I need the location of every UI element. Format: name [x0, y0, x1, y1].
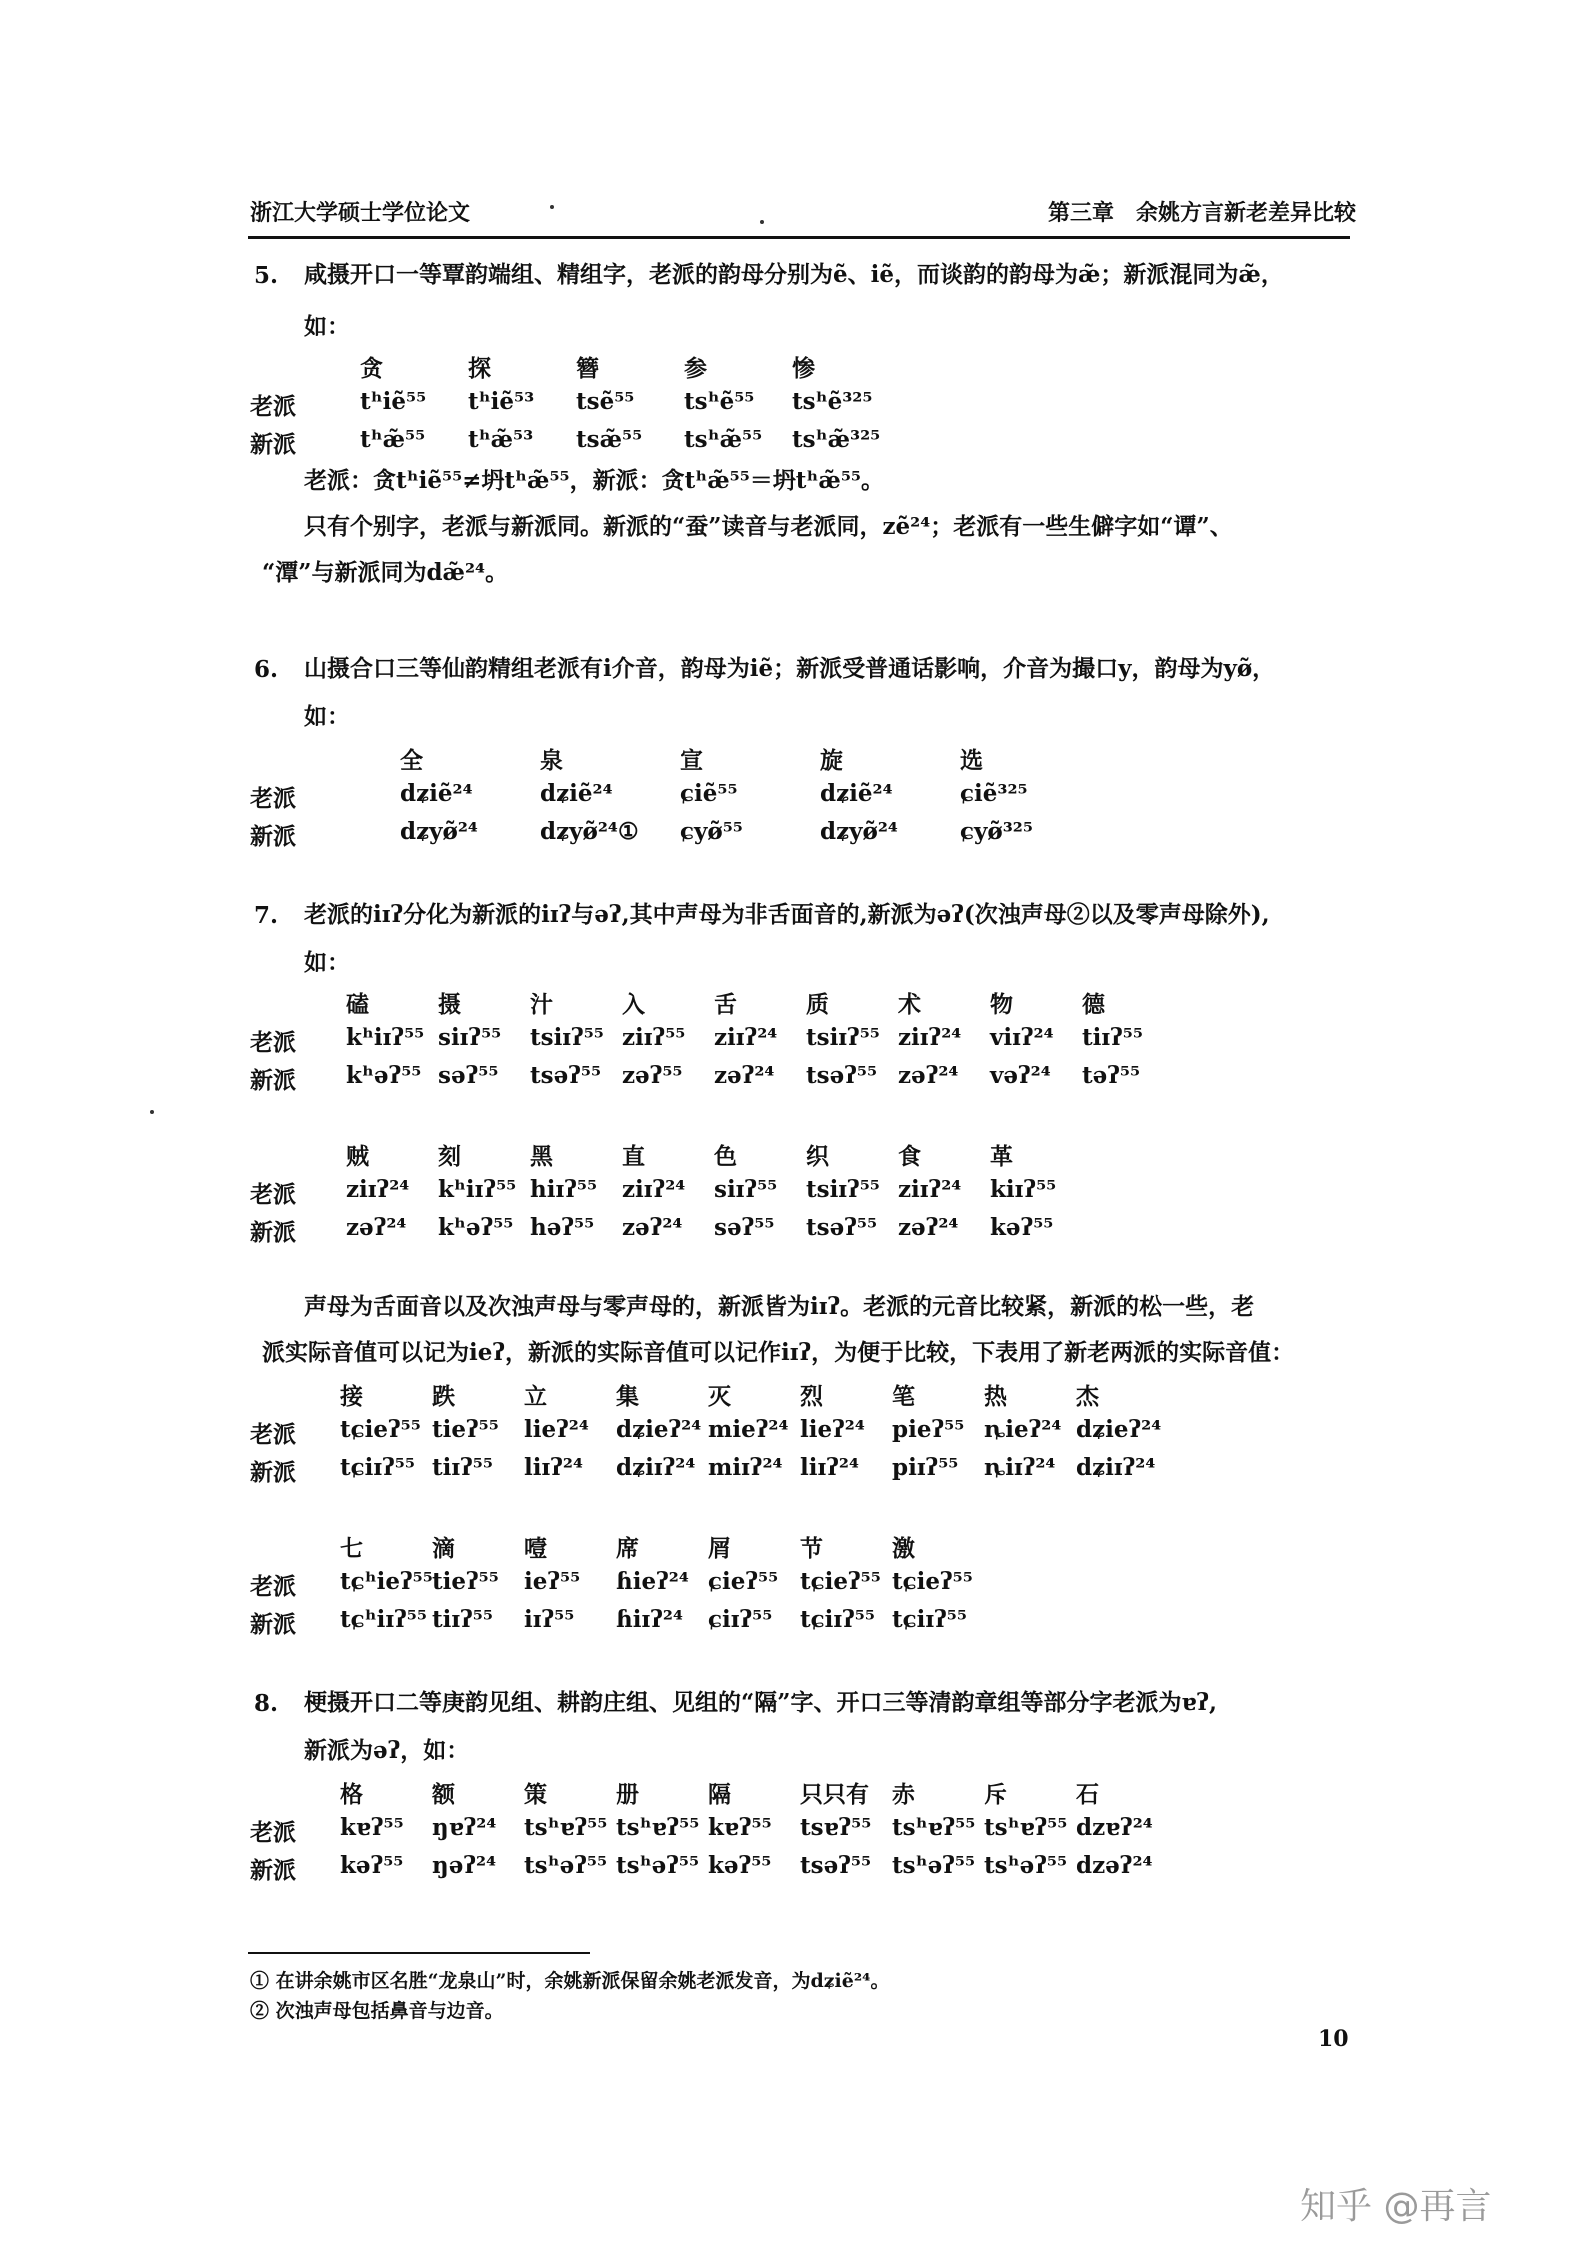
- speck: [550, 205, 554, 209]
- table-cell: ziɪʔ²⁴: [622, 1176, 686, 1203]
- table-cell: 跌: [432, 1383, 455, 1410]
- table-cell: vəʔ²⁴: [990, 1062, 1051, 1089]
- footnote-rule: [248, 1952, 590, 1954]
- table-cell: 簪: [576, 355, 599, 382]
- table-cell: 节: [800, 1535, 823, 1562]
- table-cell: 物: [990, 991, 1013, 1018]
- table-cell: 全: [400, 747, 423, 774]
- table-cell: piɪʔ⁵⁵: [892, 1454, 959, 1481]
- speck: [760, 220, 764, 224]
- table-cell: 格: [340, 1781, 363, 1808]
- table-cell: zəʔ²⁴: [622, 1214, 683, 1241]
- section-8-line2: 新派为əʔ，如：: [304, 1737, 470, 1764]
- table-cell: 立: [524, 1383, 547, 1410]
- table-cell: tɕʰieʔ⁵⁵: [340, 1568, 433, 1595]
- section-8-line1: 梗摄开口二等庚韵见组、耕韵庄组、见组的“隔”字、开口三等清韵章组等部分字老派为ɐʔ,: [304, 1689, 1218, 1716]
- section-5-line1: 咸摄开口一等覃韵端组、精组字，老派的韵母分别为ẽ、iẽ，而谈韵的韵母为æ̃；新派混同为æ̃，: [304, 261, 1284, 288]
- table-cell: kʰəʔ⁵⁵: [346, 1062, 422, 1089]
- header-left: 浙江大学硕士学位论文: [250, 200, 471, 226]
- table-cell: tsʰəʔ⁵⁵: [524, 1852, 608, 1879]
- table-cell: dʑiẽ²⁴: [540, 780, 613, 807]
- table-cell: 贼: [346, 1143, 369, 1170]
- table-cell: ɕiẽ⁵⁵: [680, 780, 738, 807]
- section-6-line1: 山摄合口三等仙韵精组老派有i介音，韵母为iẽ；新派受普通话影响，介音为撮口y，韵母为yø̃，: [304, 655, 1276, 682]
- table-cell: tiɪʔ⁵⁵: [432, 1454, 493, 1481]
- table-cell: ɕieʔ⁵⁵: [708, 1568, 779, 1595]
- table-cell: tiɪʔ⁵⁵: [432, 1606, 493, 1633]
- section-5-line2: 如：: [304, 313, 350, 340]
- table-cell: 术: [898, 991, 921, 1018]
- page-number: 10: [1318, 2026, 1349, 2052]
- table-cell: dzəʔ²⁴: [1076, 1852, 1153, 1879]
- table-cell: ieʔ⁵⁵: [524, 1568, 581, 1595]
- table-cell: tɕiɪʔ⁵⁵: [800, 1606, 875, 1633]
- table-cell: zəʔ⁵⁵: [622, 1062, 683, 1089]
- table-cell: zəʔ²⁴: [898, 1214, 959, 1241]
- table-cell: tsẽ⁵⁵: [576, 388, 635, 415]
- footnote-1: ① 在讲余姚市区名胜“龙泉山”时，余姚新派保留余姚老派发音，为dʑiẽ²⁴。: [250, 1970, 890, 1992]
- row-label: 新派: [250, 1611, 296, 1638]
- section-7-para1: 声母为舌面音以及次浊声母与零声母的，新派皆为iɪʔ。老派的元音比较紧，新派的松一些，老: [304, 1293, 1255, 1320]
- table-cell: 额: [432, 1781, 455, 1808]
- table-cell: kɐʔ⁵⁵: [708, 1814, 772, 1841]
- section-6-line2: 如：: [304, 703, 350, 730]
- table-cell: 织: [806, 1143, 829, 1170]
- table-cell: ȵiɪʔ²⁴: [984, 1454, 1056, 1481]
- table-cell: 赤: [892, 1781, 915, 1808]
- table-cell: təʔ⁵⁵: [1082, 1062, 1141, 1089]
- section-5-para2: “潭”与新派同为dæ̃²⁴。: [262, 559, 509, 586]
- table-cell: tsʰɐʔ⁵⁵: [524, 1814, 608, 1841]
- row-label: 新派: [250, 1219, 296, 1246]
- table-cell: 隔: [708, 1781, 731, 1808]
- table-cell: tsiɪʔ⁵⁵: [530, 1024, 604, 1051]
- table-cell: ziɪʔ²⁴: [898, 1176, 962, 1203]
- table-cell: tʰæ̃⁵³: [468, 426, 534, 453]
- row-label: 新派: [250, 1459, 296, 1486]
- section-5-para1: 只有个别字，老派与新派同。新派的“蚕”读音与老派同，zẽ²⁴；老派有一些生僻字如“谭”、: [304, 513, 1233, 540]
- table-cell: 入: [622, 991, 645, 1018]
- table-cell: dʑyø̃²⁴: [400, 818, 478, 845]
- row-label: 新派: [250, 1067, 296, 1094]
- table-cell: kʰəʔ⁵⁵: [438, 1214, 514, 1241]
- table-cell: lieʔ²⁴: [524, 1416, 589, 1443]
- table-cell: zəʔ²⁴: [714, 1062, 775, 1089]
- table-cell: tɕiɪʔ⁵⁵: [340, 1454, 415, 1481]
- row-label: 老派: [250, 1819, 296, 1846]
- table-cell: hiɪʔ⁵⁵: [530, 1176, 598, 1203]
- table-cell: 色: [714, 1143, 737, 1170]
- table-cell: tieʔ⁵⁵: [432, 1568, 499, 1595]
- table-cell: dʑiẽ²⁴: [820, 780, 893, 807]
- table-cell: 选: [960, 747, 983, 774]
- table-cell: kʰiɪʔ⁵⁵: [346, 1024, 425, 1051]
- row-label: 老派: [250, 1181, 296, 1208]
- table-cell: ziɪʔ²⁴: [898, 1024, 962, 1051]
- table-cell: viɪʔ²⁴: [990, 1024, 1054, 1051]
- table-cell: mieʔ²⁴: [708, 1416, 789, 1443]
- section-8-number: 8.: [254, 1690, 279, 1717]
- table-cell: tsʰæ̃³²⁵: [792, 426, 881, 453]
- table-cell: kəʔ⁵⁵: [990, 1214, 1054, 1241]
- table-cell: tsəʔ⁵⁵: [800, 1852, 872, 1879]
- table-cell: ziɪʔ⁵⁵: [622, 1024, 686, 1051]
- row-label: 新派: [250, 823, 296, 850]
- table-cell: tsəʔ⁵⁵: [806, 1062, 878, 1089]
- table-cell: lieʔ²⁴: [800, 1416, 865, 1443]
- table-cell: 册: [616, 1781, 639, 1808]
- table-cell: 贪: [360, 355, 383, 382]
- table-cell: tsiɪʔ⁵⁵: [806, 1024, 880, 1051]
- table-cell: tsəʔ⁵⁵: [806, 1214, 878, 1241]
- table-cell: tɕiɪʔ⁵⁵: [892, 1606, 967, 1633]
- table-cell: 黑: [530, 1143, 553, 1170]
- table-cell: tɕʰiɪʔ⁵⁵: [340, 1606, 427, 1633]
- row-label: 老派: [250, 1421, 296, 1448]
- footnote-2: ② 次浊声母包括鼻音与边音。: [250, 2000, 504, 2022]
- table-cell: dʑieʔ²⁴: [1076, 1416, 1162, 1443]
- table-cell: tɕieʔ⁵⁵: [800, 1568, 881, 1595]
- table-cell: dʑiɪʔ²⁴: [1076, 1454, 1156, 1481]
- section-5-note: 老派：贪tʰiẽ⁵⁵≠坍tʰæ̃⁵⁵，新派：贪tʰæ̃⁵⁵＝坍tʰæ̃⁵⁵。: [304, 467, 884, 494]
- table-cell: dzɐʔ²⁴: [1076, 1814, 1153, 1841]
- table-cell: tsʰɐʔ⁵⁵: [616, 1814, 700, 1841]
- table-cell: tsʰẽ⁵⁵: [684, 388, 755, 415]
- row-label: 老派: [250, 785, 296, 812]
- table-cell: 直: [622, 1143, 645, 1170]
- table-cell: səʔ⁵⁵: [714, 1214, 775, 1241]
- table-cell: 噎: [524, 1535, 547, 1562]
- table-cell: 集: [616, 1383, 639, 1410]
- table-cell: 策: [524, 1781, 547, 1808]
- speck: [150, 1110, 154, 1114]
- table-cell: 斥: [984, 1781, 1007, 1808]
- table-cell: tsʰẽ³²⁵: [792, 388, 873, 415]
- table-cell: ŋɐʔ²⁴: [432, 1814, 497, 1841]
- table-cell: 磕: [346, 991, 369, 1018]
- row-label: 老派: [250, 393, 296, 420]
- table-cell: zəʔ²⁴: [346, 1214, 407, 1241]
- table-cell: həʔ⁵⁵: [530, 1214, 595, 1241]
- table-cell: səʔ⁵⁵: [438, 1062, 499, 1089]
- section-7-line1: 老派的iɪʔ分化为新派的iɪʔ与əʔ,其中声母为非舌面音的,新派为əʔ(次浊声母②以及零声母除外),: [304, 901, 1270, 928]
- table-cell: siɪʔ⁵⁵: [438, 1024, 502, 1051]
- table-cell: 热: [984, 1383, 1007, 1410]
- table-cell: dʑiɪʔ²⁴: [616, 1454, 696, 1481]
- table-cell: tɕieʔ⁵⁵: [892, 1568, 973, 1595]
- table-cell: 席: [616, 1535, 639, 1562]
- table-cell: tʰiẽ⁵³: [468, 388, 535, 415]
- table-cell: tsɐʔ⁵⁵: [800, 1814, 872, 1841]
- table-cell: dʑiẽ²⁴: [400, 780, 473, 807]
- table-cell: ȵieʔ²⁴: [984, 1416, 1062, 1443]
- table-cell: zəʔ²⁴: [898, 1062, 959, 1089]
- table-cell: ɦieʔ²⁴: [616, 1568, 689, 1595]
- header-rule: [248, 236, 1350, 239]
- table-cell: siɪʔ⁵⁵: [714, 1176, 778, 1203]
- table-cell: dʑieʔ²⁴: [616, 1416, 702, 1443]
- table-cell: dʑyø̃²⁴: [820, 818, 898, 845]
- table-cell: ɦiɪʔ²⁴: [616, 1606, 684, 1633]
- table-cell: 德: [1082, 991, 1105, 1018]
- table-cell: tsʰæ̃⁵⁵: [684, 426, 763, 453]
- table-cell: 接: [340, 1383, 363, 1410]
- table-cell: 食: [898, 1143, 921, 1170]
- table-cell: kiɪʔ⁵⁵: [990, 1176, 1057, 1203]
- table-cell: ɕyø̃⁵⁵: [680, 818, 743, 845]
- table-cell: 革: [990, 1143, 1013, 1170]
- row-label: 老派: [250, 1029, 296, 1056]
- table-cell: ɕyø̃³²⁵: [960, 818, 1033, 845]
- table-cell: 旋: [820, 747, 843, 774]
- table-cell: 七: [340, 1535, 363, 1562]
- section-7-line2: 如：: [304, 949, 350, 976]
- section-7-number: 7.: [254, 902, 279, 929]
- section-7-para2: 派实际音值可以记为ieʔ，新派的实际音值可以记作iɪʔ，为便于比较，下表用了新老两派的实际音值：: [262, 1339, 1295, 1366]
- table-cell: tiɪʔ⁵⁵: [1082, 1024, 1143, 1051]
- table-cell: 舌: [714, 991, 737, 1018]
- table-cell: 质: [806, 991, 829, 1018]
- table-cell: 烈: [800, 1383, 823, 1410]
- table-cell: tʰæ̃⁵⁵: [360, 426, 426, 453]
- table-cell: 刻: [438, 1143, 461, 1170]
- table-cell: dʑyø̃²⁴①: [540, 818, 639, 845]
- row-label: 老派: [250, 1573, 296, 1600]
- table-cell: 宣: [680, 747, 703, 774]
- table-cell: kəʔ⁵⁵: [340, 1852, 404, 1879]
- table-cell: tsəʔ⁵⁵: [530, 1062, 602, 1089]
- table-cell: 参: [684, 355, 707, 382]
- table-cell: kɐʔ⁵⁵: [340, 1814, 404, 1841]
- table-cell: 激: [892, 1535, 915, 1562]
- row-label: 新派: [250, 431, 296, 458]
- table-cell: ziɪʔ²⁴: [346, 1176, 410, 1203]
- table-cell: tsæ̃⁵⁵: [576, 426, 643, 453]
- table-cell: tsʰəʔ⁵⁵: [892, 1852, 976, 1879]
- table-cell: pieʔ⁵⁵: [892, 1416, 965, 1443]
- section-5-number: 5.: [254, 262, 279, 289]
- section-6-number: 6.: [254, 656, 279, 683]
- table-cell: ŋəʔ²⁴: [432, 1852, 497, 1879]
- table-cell: 杰: [1076, 1383, 1099, 1410]
- header-right: 第三章 余姚方言新老差异比较: [1048, 200, 1357, 226]
- table-cell: tsʰəʔ⁵⁵: [616, 1852, 700, 1879]
- table-cell: 摄: [438, 991, 461, 1018]
- table-cell: ɕiɪʔ⁵⁵: [708, 1606, 773, 1633]
- table-cell: 泉: [540, 747, 563, 774]
- table-cell: tʰiẽ⁵⁵: [360, 388, 427, 415]
- table-cell: tsʰɐʔ⁵⁵: [984, 1814, 1068, 1841]
- table-cell: 笔: [892, 1383, 915, 1410]
- table-cell: tsʰəʔ⁵⁵: [984, 1852, 1068, 1879]
- table-cell: kʰiɪʔ⁵⁵: [438, 1176, 517, 1203]
- table-cell: 灭: [708, 1383, 731, 1410]
- table-cell: 惨: [792, 355, 815, 382]
- table-cell: tsiɪʔ⁵⁵: [806, 1176, 880, 1203]
- table-cell: iɪʔ⁵⁵: [524, 1606, 575, 1633]
- watermark: 知乎 @再言: [1300, 2186, 1492, 2227]
- table-cell: kəʔ⁵⁵: [708, 1852, 772, 1879]
- table-cell: tsʰɐʔ⁵⁵: [892, 1814, 976, 1841]
- table-cell: miɪʔ²⁴: [708, 1454, 783, 1481]
- table-cell: 汁: [530, 991, 553, 1018]
- row-label: 新派: [250, 1857, 296, 1884]
- table-cell: 只只有: [800, 1781, 869, 1808]
- table-cell: 屑: [708, 1535, 731, 1562]
- table-cell: ziɪʔ²⁴: [714, 1024, 778, 1051]
- table-cell: 探: [468, 355, 491, 382]
- table-cell: 石: [1076, 1781, 1099, 1808]
- table-cell: tieʔ⁵⁵: [432, 1416, 499, 1443]
- table-cell: ɕiẽ³²⁵: [960, 780, 1028, 807]
- table-cell: liɪʔ²⁴: [524, 1454, 584, 1481]
- table-cell: tɕieʔ⁵⁵: [340, 1416, 421, 1443]
- table-cell: 滴: [432, 1535, 455, 1562]
- table-cell: liɪʔ²⁴: [800, 1454, 860, 1481]
